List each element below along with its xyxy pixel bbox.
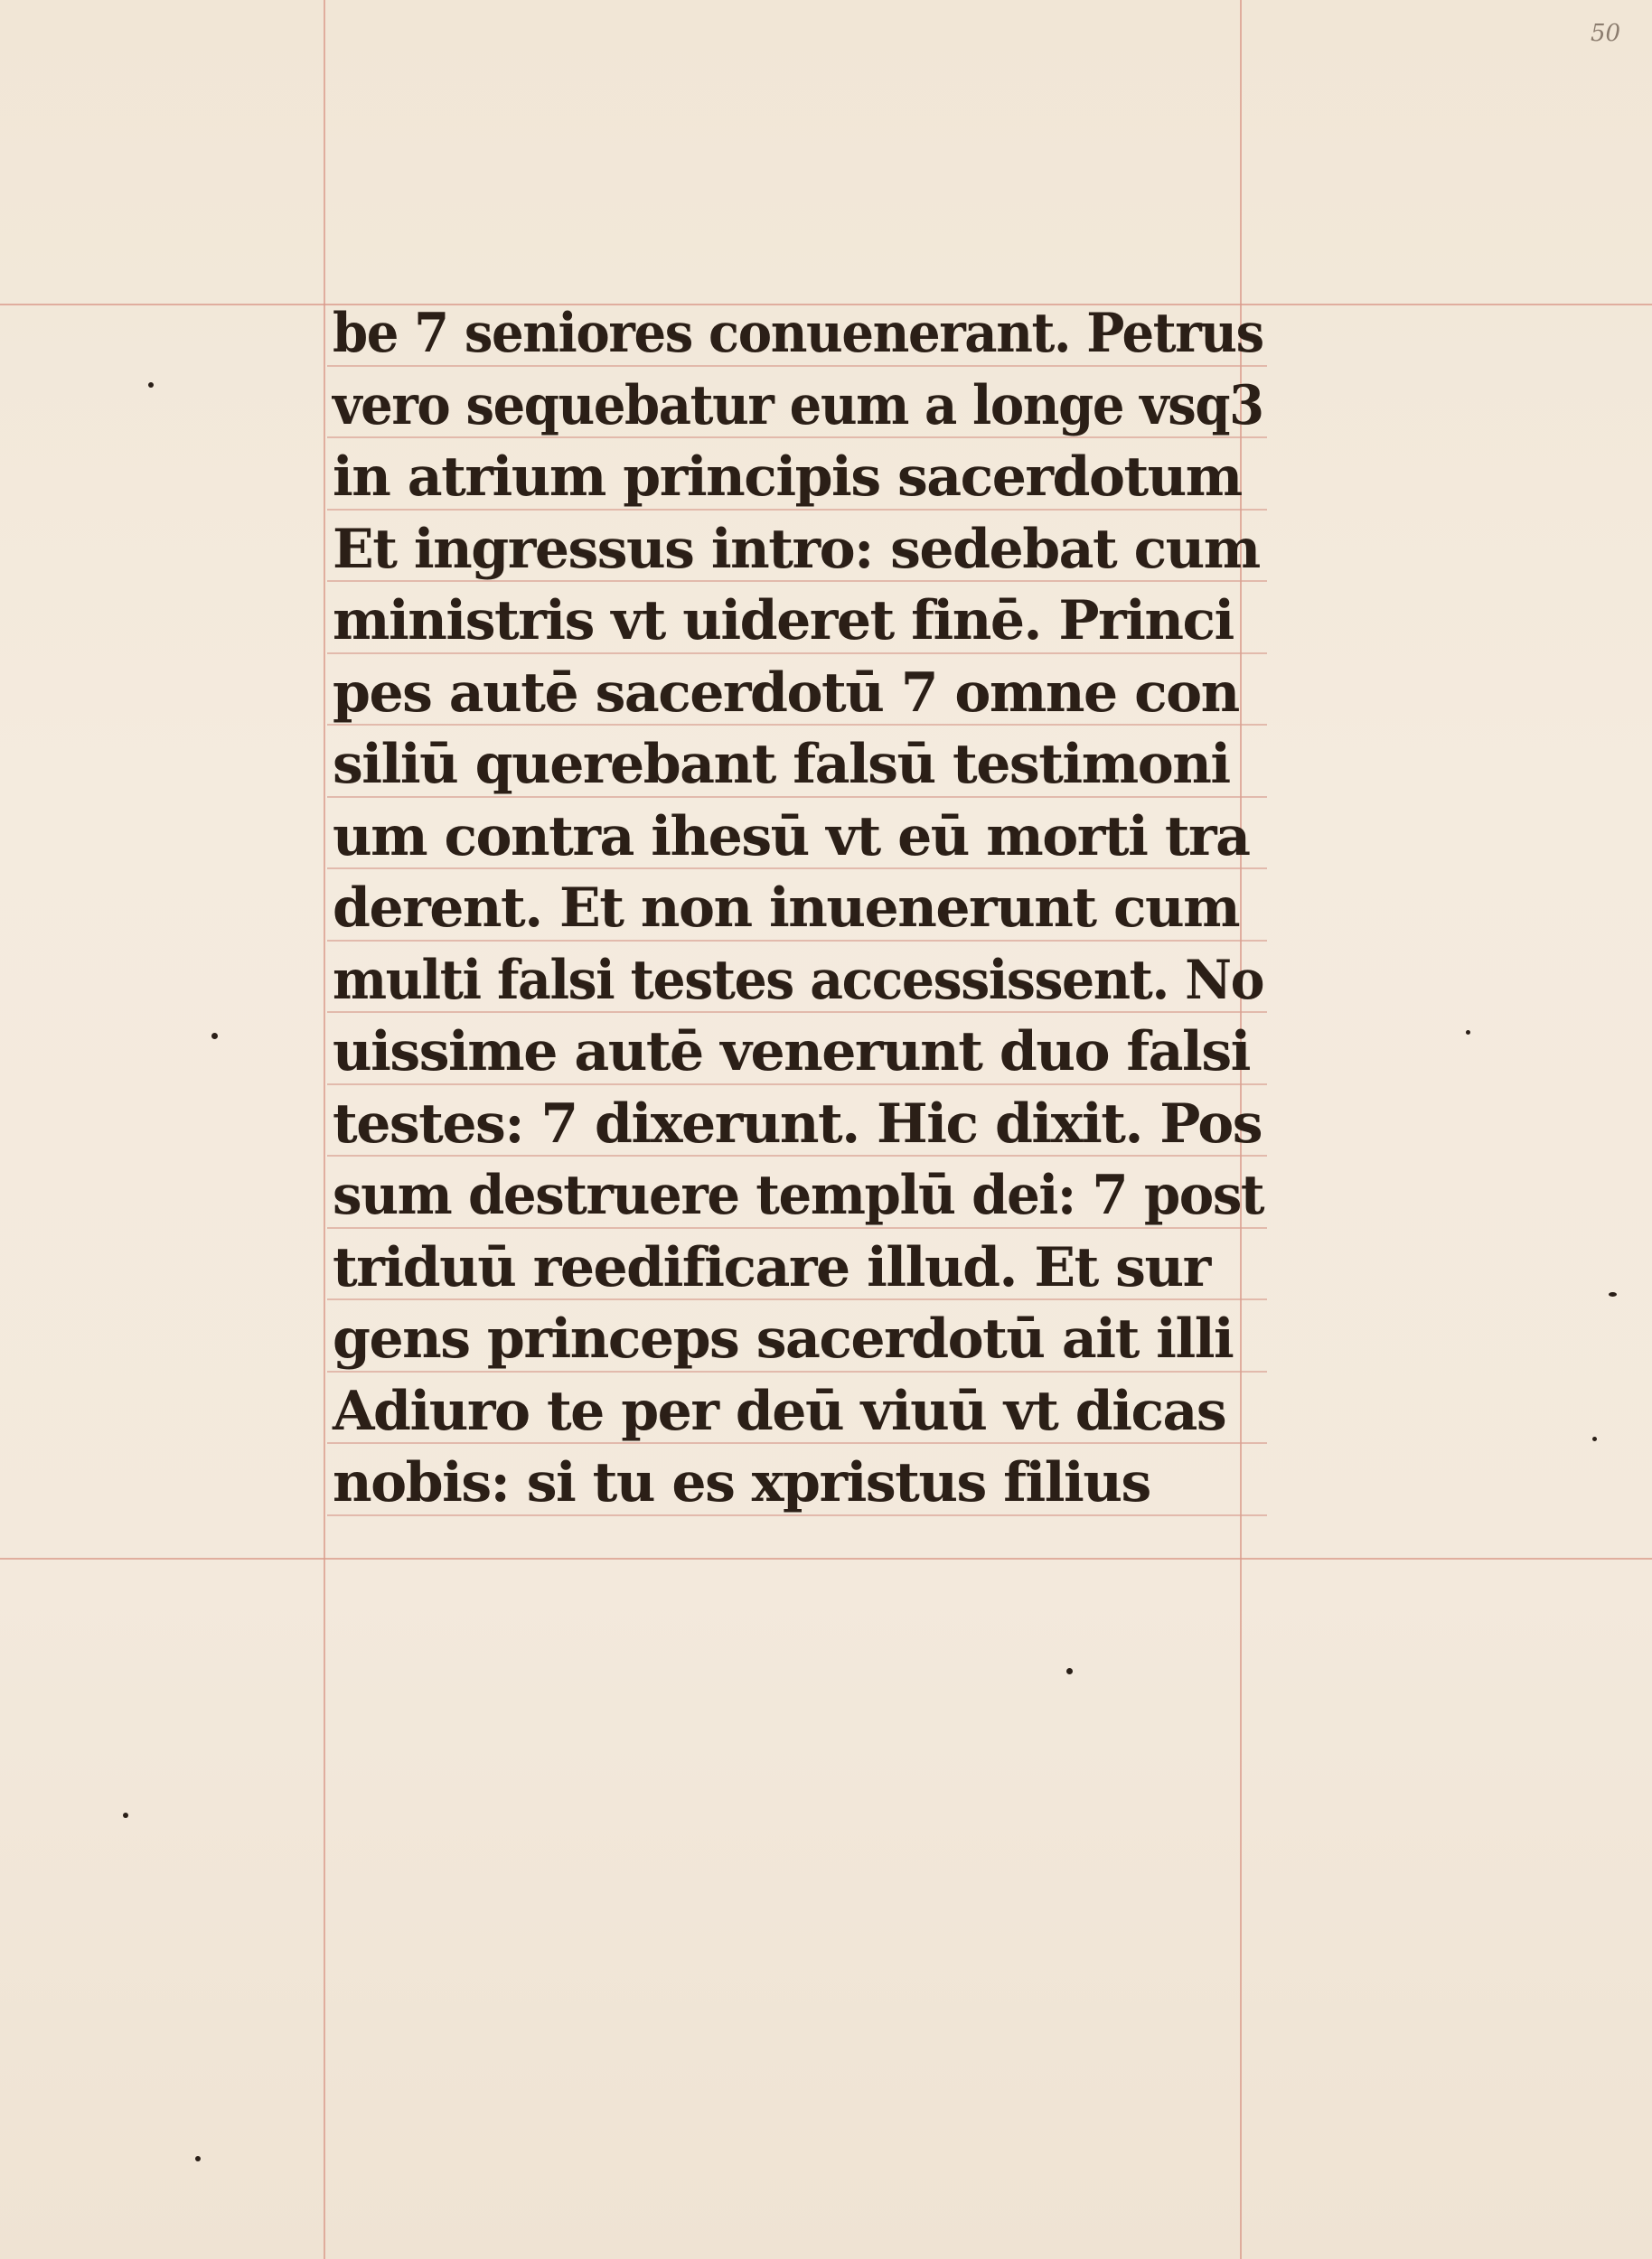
ink-speck [1609, 1292, 1617, 1297]
text-line: in atrium principis sacerdotum [333, 445, 1242, 509]
text-line: nobis: si tu es xpristus filius [333, 1451, 1150, 1514]
text-line: be 7 seniores conuenerant. Petrus [333, 302, 1263, 365]
text-line: vero sequebatur eum a longe vsq3 [333, 373, 1263, 437]
text-line: siliū querebant falsū testimoni [333, 733, 1230, 796]
ruling-bottom [0, 1558, 1652, 1560]
text-line: ministris vt uideret finē. Princi [333, 589, 1234, 652]
text-line: testes: 7 dixerunt. Hic dixit. Pos [333, 1092, 1262, 1156]
text-line: triduū reedificare illud. Et sur [333, 1235, 1210, 1299]
text-line: derent. Et non inuenerunt cum [333, 876, 1240, 940]
ink-speck [195, 2156, 201, 2161]
ink-speck [1066, 1668, 1073, 1674]
ink-speck [148, 382, 154, 388]
text-line: uissime autē venerunt duo falsi [333, 1020, 1250, 1083]
text-line: Et ingressus intro: sedebat cum [333, 517, 1260, 581]
text-line: gens princeps sacerdotū ait illi [333, 1308, 1234, 1371]
text-line: sum destruere templū dei: 7 post [333, 1164, 1264, 1227]
ink-speck [211, 1033, 218, 1039]
show-through-text [298, 795, 316, 855]
ink-speck [123, 1813, 128, 1818]
ink-speck [1592, 1437, 1597, 1441]
text-block [333, 298, 1263, 1520]
ruling-left [324, 0, 325, 2259]
text-line: multi falsi testes accessissent. No [333, 948, 1264, 1012]
text-line: pes autē sacerdotū 7 omne con [333, 661, 1239, 725]
text-line: Adiuro te per deū viuū vt dicas [333, 1379, 1226, 1443]
ink-speck [1466, 1030, 1470, 1035]
folio-number: 50 [1591, 20, 1621, 47]
text-line: um contra ihesū vt eū morti tra [333, 804, 1250, 868]
